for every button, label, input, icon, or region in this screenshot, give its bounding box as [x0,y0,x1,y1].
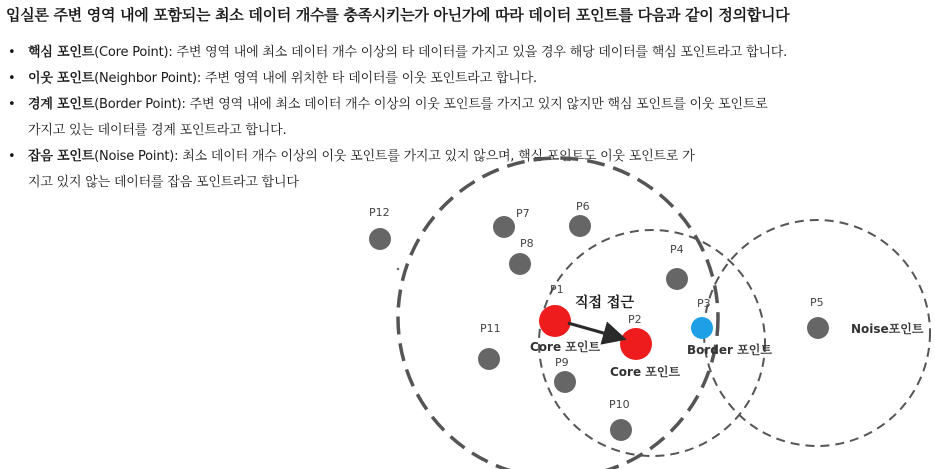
bullet-dot-icon: • [8,71,16,86]
term-neighbor-point: 이웃 포인트 [28,71,95,86]
label-core-point-2: Core 포인트 [610,365,681,379]
point-p11 [478,348,500,370]
definition-text-continued: 지고 있지 않는 데이터를 잡음 포인트라고 합니다 [28,175,299,190]
term-english: (Core Point) [94,45,169,60]
term-english: (Noise Point) [94,149,175,164]
bullet-dot-icon: • [8,45,16,60]
point-p6 [569,215,591,237]
definition-text: : 주변 영역 내에 최소 데이터 개수 이상의 이웃 포인트를 가지고 있지 않지만 핵심 포인트를 이웃 포인트로 [181,97,768,112]
stray-dot [397,268,399,270]
label-p11: P11 [480,322,501,335]
point-p4 [666,268,688,290]
point-p7 [493,216,515,238]
label-p5: P5 [810,296,824,309]
page-heading: 입실론 주변 영역 내에 포함되는 최소 데이터 개수를 충족시키는가 아닌가에 따라 데이터 포인트를 다음과 같이 정의합니다 [6,6,790,24]
point-p8 [509,253,531,275]
point-p9 [554,371,576,393]
label-p6: P6 [576,200,590,213]
direct-access-arrow [568,323,621,338]
point-p2-core [620,328,652,360]
definition-text: : 주변 영역 내에 최소 데이터 개수 이상의 타 데이터를 가지고 있을 경우 해당 데이터를 핵심 포인트라고 합니다. [168,45,788,60]
definition-text: : 최소 데이터 개수 이상의 이웃 포인트를 가지고 있지 않으며, 핵심 포인트도 이웃 포인트로 가 [174,149,695,164]
bullet-dot-icon: • [8,149,16,164]
label-border-point: Border 포인트 [687,343,772,357]
label-p10: P10 [609,398,630,411]
point-p1-core [539,305,571,337]
label-p3: P3 [697,297,711,310]
term-noise-point: 잡음 포인트 [28,149,95,164]
label-p8: P8 [520,237,534,250]
definition-text: : 주변 영역 내에 위치한 타 데이터를 이웃 포인트라고 합니다. [196,71,537,86]
term-english: (Neighbor Point) [94,71,197,86]
label-core-point-1: Core 포인트 [530,340,601,354]
definition-text-continued: 가지고 있는 데이터를 경계 포인트라고 합니다. [28,123,287,138]
point-p12 [369,228,391,250]
label-p4: P4 [670,243,684,256]
point-p5 [807,317,829,339]
label-direct-access: 직접 접근 [575,295,634,311]
label-p2: P2 [628,313,642,326]
term-border-point: 경계 포인트 [28,97,95,112]
label-noise-point: Noise포인트 [851,322,924,336]
label-p1: P1 [550,283,564,296]
label-p9: P9 [555,356,569,369]
label-p12: P12 [369,206,390,219]
term-english: (Border Point) [94,97,182,112]
bullet-dot-icon: • [8,97,16,112]
point-p10 [610,419,632,441]
label-p7: P7 [516,207,530,220]
point-p3-border [691,317,713,339]
term-core-point: 핵심 포인트 [28,45,95,60]
